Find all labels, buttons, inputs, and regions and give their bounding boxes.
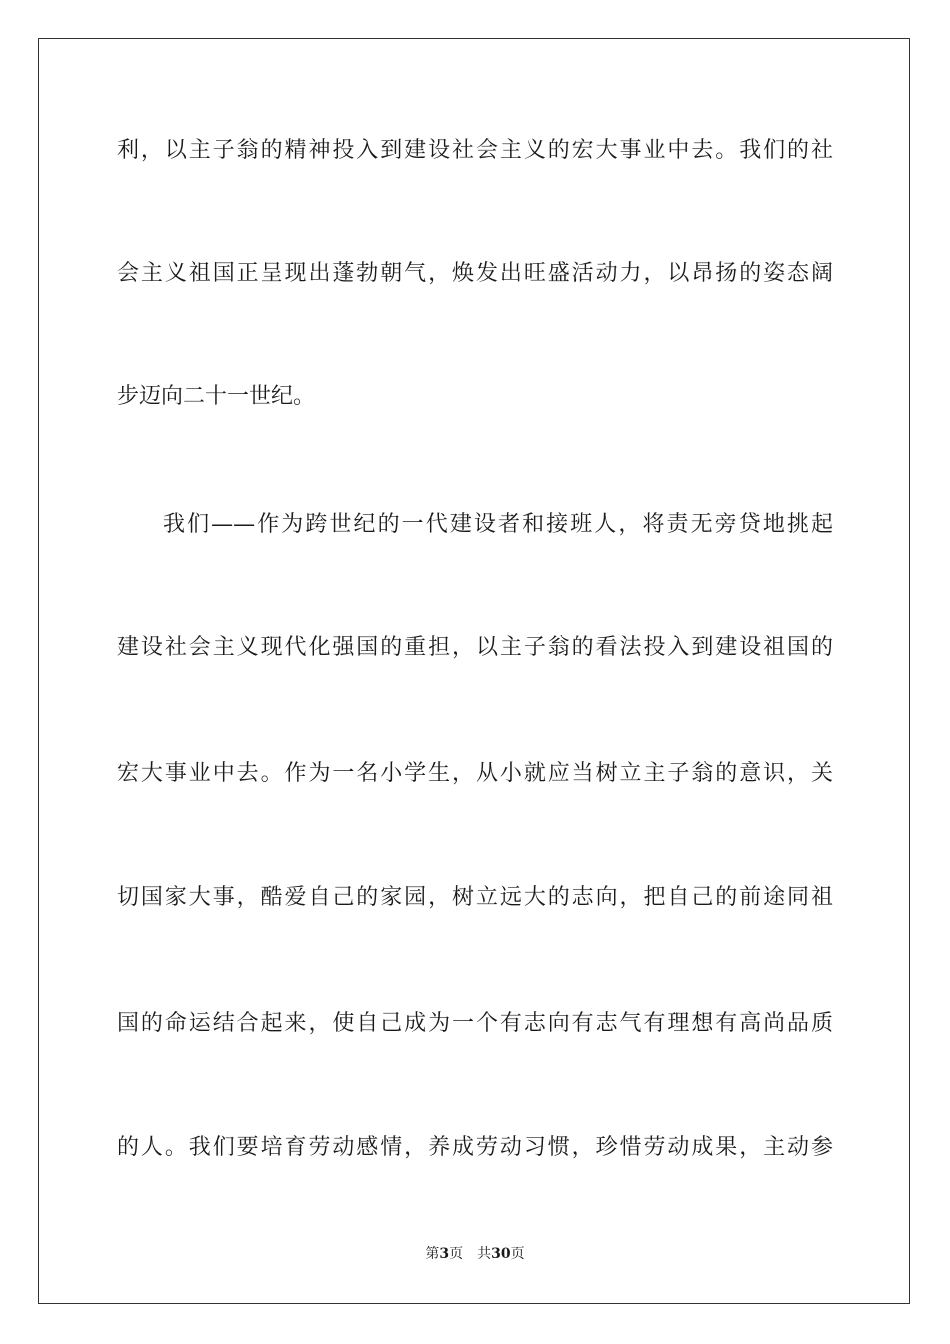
text-line: 利，以主子翁的精神投入到建设社会主义的宏大事业中去。我们的社 (117, 138, 833, 163)
text-line: 宏大事业中去。作为一名小学生，从小就应当树立主子翁的意识，关 (117, 761, 833, 786)
text-line: 建设社会主义现代化强国的重担，以主子翁的看法投入到建设祖国的 (117, 635, 833, 660)
page-border (38, 38, 910, 1304)
text-line: 国的命运结合起来，使自己成为一个有志向有志气有理想有高尚品质 (117, 1011, 833, 1036)
text-line: 会主义祖国正呈现出蓬勃朝气，焕发出旺盛活动力，以昂扬的姿态阔 (117, 261, 833, 286)
page-suffix: 页 (449, 1246, 464, 1262)
total-prefix: 共 (477, 1246, 492, 1262)
total-pages: 30 (491, 1246, 511, 1262)
text-line: 的人。我们要培育劳动感情，养成劳动习惯，珍惜劳动成果，主动参 (117, 1135, 833, 1160)
text-line: 步迈向二十一世纪。 (117, 384, 316, 409)
page-footer (0, 1244, 950, 1264)
page-number: 3 (439, 1246, 450, 1262)
total-suffix: 页 (510, 1246, 525, 1262)
paragraph-first-line: 我们——作为跨世纪的一代建设者和接班人，将责无旁贷地挑起 (163, 512, 833, 537)
page-prefix: 第 (425, 1246, 440, 1262)
text-line: 切国家大事，酷爱自己的家园，树立远大的志向，把自己的前途同祖 (117, 885, 833, 910)
